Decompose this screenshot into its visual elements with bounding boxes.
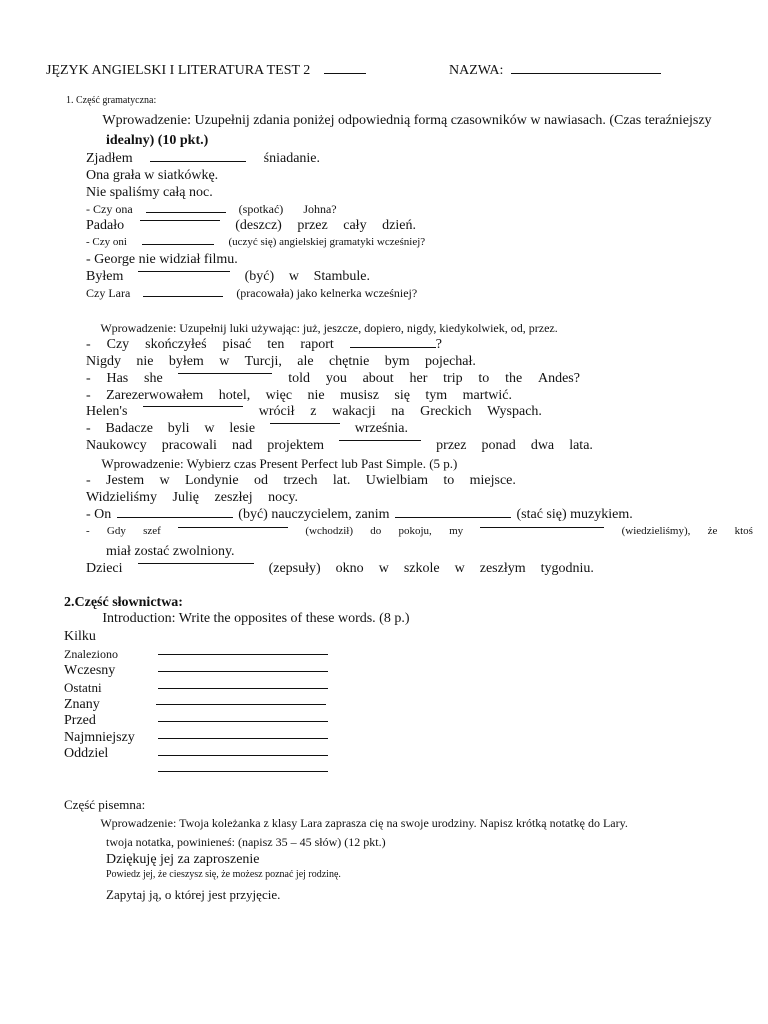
- grammar-intro-3: Wprowadzenie: Wybierz czas Present Perfect lub Past Simple. (5 p.): [88, 456, 445, 471]
- g1-w5: raport: [300, 337, 334, 352]
- grammar-intro-2: Wprowadzenie: Uzupełnij luki używając: już, jeszcze, dopiero, nigdy, kiedykolwiek, od, przez.: [88, 321, 546, 335]
- g5-w1: wrócił: [258, 404, 295, 419]
- gap-1: [86, 338, 442, 352]
- vocab-word: Wczesny: [64, 663, 116, 678]
- name-label: NAZWA:: [449, 63, 504, 78]
- s5-blank[interactable]: [140, 219, 220, 221]
- g4-w7: tym: [425, 388, 448, 403]
- s9-start: Czy Lara: [86, 286, 131, 300]
- tense-4: [86, 526, 753, 537]
- name-blank[interactable]: [511, 72, 661, 74]
- g4-w5: musisz: [340, 388, 379, 403]
- g4-w4: nie: [307, 388, 325, 403]
- g2-w8: pojechał.: [424, 354, 476, 369]
- vocab-word: Ostatni: [64, 680, 102, 695]
- gap-3: [86, 372, 580, 386]
- gap-4: [86, 389, 512, 403]
- s4-end: Johna?: [303, 202, 337, 216]
- p5-w6: zeszłym: [479, 561, 526, 576]
- g3-w10: Andes?: [537, 371, 580, 386]
- p4-w4: do: [370, 525, 382, 537]
- p5-w1: (zepsuły): [268, 561, 321, 576]
- g1-blank[interactable]: [350, 346, 436, 348]
- writing-point-2: Powiedz jej, że cieszysz się, że możesz poznać jej rodzinę.: [106, 869, 341, 880]
- s4-verb: (spotkać): [238, 202, 284, 216]
- p3-start: - On: [86, 507, 112, 522]
- sentence-1: [86, 152, 320, 166]
- g5-w2: z: [310, 404, 317, 419]
- g1-w0: -: [86, 337, 91, 352]
- p1-w4: od: [254, 473, 268, 488]
- s9-end: (pracowała) jako kelnerka wcześniej?: [236, 286, 418, 300]
- sentence-4: [86, 203, 337, 215]
- g7-w0: Naukowcy: [86, 438, 147, 453]
- s1-end: śniadanie.: [263, 151, 321, 166]
- g3-w0: -: [86, 371, 91, 386]
- g6-w4: lesie: [229, 421, 256, 436]
- p4-w1: Gdy: [106, 525, 126, 537]
- p4-w2: szef: [143, 525, 161, 537]
- tense-1: [86, 474, 516, 488]
- g3-w5: about: [362, 371, 394, 386]
- vocab-row: [64, 747, 108, 761]
- p5-w7: tygodniu.: [540, 561, 594, 576]
- g6-w0: -: [86, 421, 91, 436]
- p1-w0: -: [86, 473, 91, 488]
- vocab-blank-3[interactable]: [158, 687, 328, 689]
- p5-w3: w: [378, 561, 389, 576]
- vocab-blank-7[interactable]: [158, 754, 328, 756]
- vocab-blank-2[interactable]: [158, 670, 328, 672]
- p3-mid: (być) nauczycielem, zanim: [238, 507, 390, 522]
- s5-w4: dzień.: [382, 218, 416, 233]
- g3-w2: she: [144, 371, 163, 386]
- g4-w6: się: [394, 388, 410, 403]
- g7-w7: lata.: [569, 438, 593, 453]
- p4-w8: że: [707, 525, 718, 537]
- s6-start: - Czy oni: [86, 236, 127, 248]
- tense-5: [86, 562, 594, 576]
- p1-w6: lat.: [332, 473, 351, 488]
- s8-blank[interactable]: [138, 270, 230, 272]
- name-field: [449, 64, 661, 78]
- s5-w0: Padało: [86, 218, 125, 233]
- vocab-blank-8[interactable]: [158, 770, 328, 772]
- g2-w1: nie: [136, 354, 154, 369]
- g4-w0: -: [86, 388, 91, 403]
- g5-w5: Greckich: [420, 404, 472, 419]
- vocab-word: Najmniejszy: [64, 730, 135, 745]
- g1-w3: pisać: [222, 337, 252, 352]
- g1-w1: Czy: [106, 337, 130, 352]
- g2-w4: Turcji,: [244, 354, 282, 369]
- g6-w2: byli: [167, 421, 190, 436]
- gap-2: [86, 355, 476, 369]
- p2-w3: nocy.: [268, 490, 298, 505]
- sentence-8: [86, 270, 370, 284]
- s8-w3: Stambule.: [313, 269, 370, 284]
- g7-w4: przez: [436, 438, 467, 453]
- p1-w7: Uwielbiam: [365, 473, 428, 488]
- p4-w6: my: [449, 525, 464, 537]
- g7-blank[interactable]: [339, 439, 421, 441]
- g4-w8: martwić.: [462, 388, 512, 403]
- g5-w0: Helen's: [86, 404, 128, 419]
- s8-w1: (być): [244, 269, 275, 284]
- p3-blank-1[interactable]: [117, 516, 233, 518]
- g3-w4: you: [325, 371, 347, 386]
- gap-6: [86, 422, 408, 436]
- tense-4-cont: miał zostać zwolniony.: [106, 544, 235, 559]
- g2-w3: w: [219, 354, 230, 369]
- vocab-word: Oddziel: [64, 746, 109, 761]
- g1-w4: ten: [267, 337, 285, 352]
- vocab-intro: Introduction: Write the opposites of these words. (8 p.): [88, 611, 396, 626]
- g3-w7: trip: [443, 371, 463, 386]
- g2-w2: byłem: [168, 354, 204, 369]
- g5-w4: na: [391, 404, 405, 419]
- vocab-row: [64, 664, 115, 678]
- g3-blank[interactable]: [178, 372, 272, 374]
- vocab-blank-4[interactable]: [156, 703, 326, 705]
- g1-w2: skończyłeś: [145, 337, 207, 352]
- test-title-text: JĘZYK ANGIELSKI I LITERATURA TEST 2: [46, 63, 311, 78]
- p5-w0: Dzieci: [86, 561, 123, 576]
- vocab-heading: 2.Część słownictwa:: [64, 595, 183, 610]
- grammar-intro-1-cont: idealny) (10 pkt.): [106, 133, 209, 148]
- g2-w0: Nigdy: [86, 354, 121, 369]
- vocab-word: Znany: [64, 697, 100, 712]
- writing-intro-cont: twoja notatka, powinieneś: (napisz 35 – 45 słów) (12 pkt.): [106, 835, 386, 849]
- p5-w2: okno: [335, 561, 364, 576]
- p1-w3: Londynie: [184, 473, 239, 488]
- sentence-6: [86, 237, 425, 248]
- p1-w5: trzech: [283, 473, 318, 488]
- s5-w2: przez: [297, 218, 328, 233]
- g6-w3: w: [204, 421, 215, 436]
- p5-w5: w: [454, 561, 465, 576]
- g2-w7: bym: [384, 354, 410, 369]
- vocab-row: [64, 731, 135, 745]
- s6-blank[interactable]: [142, 243, 214, 245]
- g3-w1: Has: [106, 371, 129, 386]
- sentence-2: Ona grała w siatkówkę.: [86, 168, 219, 183]
- g4-w2: hotel,: [218, 388, 251, 403]
- g7-w3: projektem: [267, 438, 325, 453]
- s5-w3: cały: [343, 218, 367, 233]
- g5-w6: Wyspach.: [487, 404, 542, 419]
- vocab-row: [64, 681, 102, 694]
- s8-w0: Byłem: [86, 269, 124, 284]
- sentence-3: Nie spaliśmy całą noc.: [86, 185, 213, 200]
- g3-w8: to: [478, 371, 490, 386]
- p3-end: (stać się) muzykiem.: [516, 507, 633, 522]
- sentence-9: [86, 287, 417, 299]
- vocab-blank-6[interactable]: [158, 737, 328, 739]
- s8-w2: w: [288, 269, 299, 284]
- vocab-word: Kilku: [64, 629, 96, 644]
- g7-w1: pracowali: [161, 438, 217, 453]
- p4-w3: (wchodził): [305, 525, 353, 537]
- writing-point-3: Zapytaj ją, o której jest przyjęcie.: [106, 887, 281, 902]
- vocab-blank-5[interactable]: [158, 720, 328, 722]
- p1-w8: to: [443, 473, 455, 488]
- writing-heading: Część pisemna:: [64, 797, 146, 812]
- g3-w9: the: [505, 371, 523, 386]
- writing-intro: Wprowadzenie: Twoja koleżanka z klasy Lara zaprasza cię na swoje urodziny. Napisz krótką notatkę do Lary.: [88, 816, 616, 830]
- vocab-row: [64, 698, 100, 712]
- s1-blank[interactable]: [150, 160, 246, 162]
- grammar-intro-1: Wprowadzenie: Uzupełnij zdania poniżej odpowiednią formą czasowników w nawiasach. (Czas teraźniejszy: [88, 113, 698, 128]
- vocab-row: [64, 648, 118, 660]
- p4-blank-1[interactable]: [178, 526, 288, 528]
- g3-w6: her: [409, 371, 428, 386]
- p1-w1: Jestem: [106, 473, 145, 488]
- p4-blank-2[interactable]: [480, 526, 604, 528]
- tense-3: [86, 508, 633, 522]
- s4-blank[interactable]: [146, 211, 226, 213]
- test-title: [46, 64, 366, 78]
- g6-blank[interactable]: [270, 422, 340, 424]
- g7-w6: dwa: [530, 438, 555, 453]
- p4-w5: pokoju,: [398, 525, 432, 537]
- vocab-word: Znaleziono: [64, 647, 118, 661]
- p3-blank-2[interactable]: [395, 516, 511, 518]
- s4-start: - Czy ona: [86, 202, 133, 216]
- g4-w1: Zarezerwowałem: [106, 388, 204, 403]
- g1-w6: ?: [435, 337, 442, 352]
- tense-2: [86, 491, 298, 505]
- s1-start: Zjadłem: [86, 151, 133, 166]
- g2-w5: ale: [297, 354, 314, 369]
- vocab-blank-1[interactable]: [158, 653, 328, 655]
- g7-w2: nad: [231, 438, 253, 453]
- g7-w5: ponad: [481, 438, 516, 453]
- g6-w5: września.: [354, 421, 408, 436]
- g3-w3: told: [288, 371, 311, 386]
- p5-w4: szkole: [403, 561, 440, 576]
- p4-w9: ktoś: [734, 525, 753, 537]
- gap-5: [86, 405, 542, 419]
- p1-w9: miejsce.: [469, 473, 516, 488]
- s9-blank[interactable]: [143, 295, 223, 297]
- g6-w1: Badacze: [105, 421, 153, 436]
- g5-blank[interactable]: [143, 405, 243, 407]
- s6-end: (uczyć się) angielskiej gramatyki wcześniej?: [228, 236, 426, 248]
- g4-w3: więc: [265, 388, 293, 403]
- gap-7: [86, 439, 593, 453]
- p4-w0: -: [86, 525, 90, 537]
- sentence-5: [86, 219, 416, 233]
- s5-w1: (deszcz): [235, 218, 282, 233]
- grammar-heading: 1. Część gramatyczna:: [66, 95, 157, 106]
- p1-w2: w: [159, 473, 170, 488]
- p5-blank[interactable]: [138, 562, 254, 564]
- g5-w3: wakacji: [332, 404, 376, 419]
- vocab-row: [64, 714, 96, 728]
- p2-w1: Julię: [172, 490, 199, 505]
- vocab-word: Przed: [64, 713, 96, 728]
- p4-w7: (wiedzieliśmy),: [621, 525, 691, 537]
- p2-w0: Widzieliśmy: [86, 490, 157, 505]
- vocab-row: [64, 630, 96, 644]
- p2-w2: zeszłej: [214, 490, 253, 505]
- writing-point-1: Dziękuję jej za zaproszenie: [106, 852, 260, 867]
- sentence-7: - George nie widział filmu.: [86, 252, 238, 267]
- g2-w6: chętnie: [328, 354, 370, 369]
- test-number-blank[interactable]: [324, 72, 366, 74]
